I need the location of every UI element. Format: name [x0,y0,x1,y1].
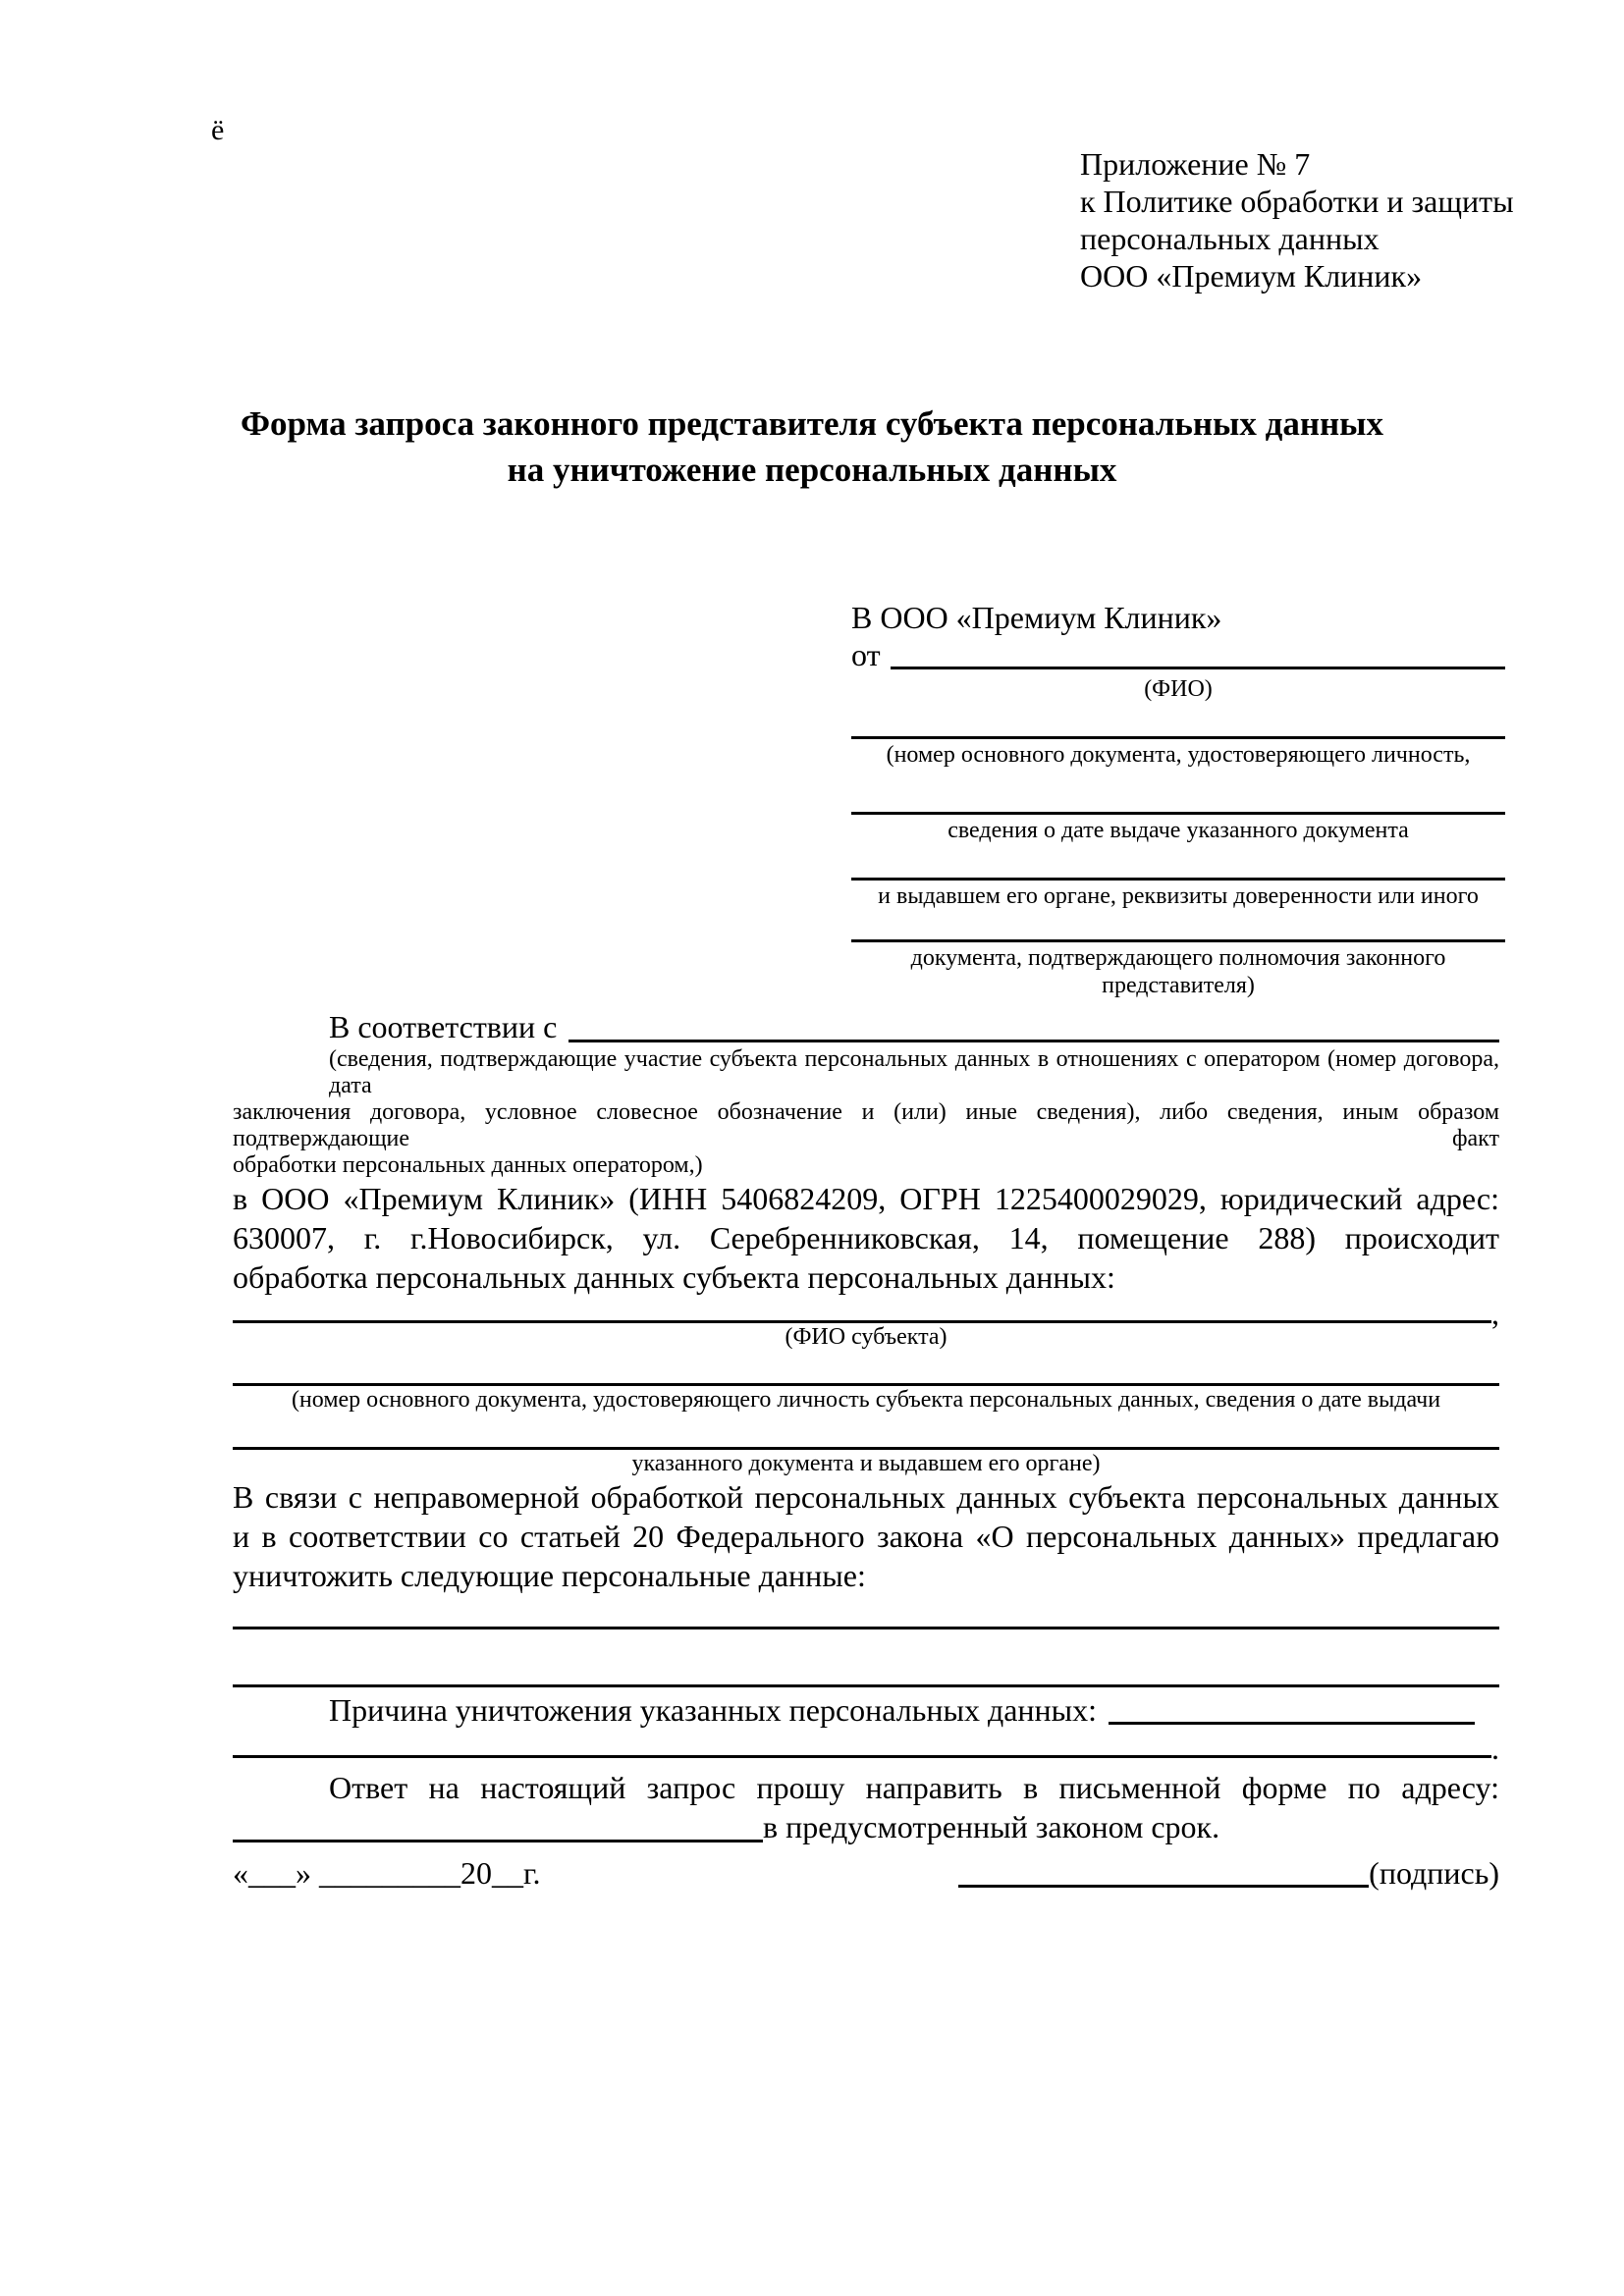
trailing-comma: , [1491,1296,1499,1331]
addressee-block [851,599,1505,999]
footer-row [233,1853,1499,1893]
accordance-row [233,1007,1499,1046]
signature-blank-field [958,1885,1369,1888]
blank-field [233,1595,1499,1629]
appendix-header-line: Приложение № 7 [1080,146,1311,182]
trailing-period: . [1491,1731,1499,1766]
accordance-note-line: (сведения, подтверждающие участие субъекта персональных данных в отношениях с оператором (номер договора, дата [329,1046,1499,1098]
from-row [851,636,1505,673]
blank-field [851,703,1505,739]
doc-caption: (номер основного документа, удостоверяющего личность, [886,742,1471,768]
accordance-blank-field [568,1040,1499,1042]
blank-field [233,1351,1499,1386]
term-text: в предусмотренный законом срок. [763,1809,1220,1844]
fio-caption: (ФИО) [1144,676,1213,702]
address-blank-field [233,1840,763,1842]
term-row [233,1807,1499,1846]
appendix-header-line: персональных данных [1080,221,1380,256]
doc-caption: документа, подтверждающего полномочия законного представителя) [910,945,1446,998]
request-paragraph-line: и в соответствии со статьей 20 Федерального закона «О персональных данных» предлагаю [233,1519,1499,1554]
blank-field [851,769,1505,815]
doc-caption: и выдавшем его органе, реквизиты доверенности или иного [878,883,1479,909]
reason-label: Причина уничтожения указанных персональных данных: [329,1692,1098,1728]
reason-continuation-row [233,1731,1499,1766]
request-paragraph-line: уничтожить следующие персональные данные: [233,1558,866,1593]
operator-paragraph-line: обработка персональных данных субъекта персональных данных: [233,1259,1115,1295]
form-title-line-1: Форма запроса законного представителя субъекта персональных данных [241,404,1383,443]
doc-caption: сведения о дате выдаче указанного документа [947,818,1409,843]
answer-line: Ответ на настоящий запрос прошу направить в письменной форме по адресу: [329,1770,1499,1805]
accordance-note-line: обработки персональных данных оператором,) [233,1152,703,1178]
subject-doc-caption: указанного документа и выдавшем его органе) [631,1451,1101,1476]
stray-char: ё [211,114,225,146]
signature-area [958,1853,1499,1893]
blank-field [851,910,1505,942]
operator-paragraph-line: 630007, г. г.Новосибирск, ул. Серебренниковская, 14, помещение 288) происходит [233,1220,1499,1255]
form-title-line-2: на уничтожение персональных данных [507,451,1117,489]
reason-blank-field [1109,1722,1475,1725]
body-block [233,1007,1499,1846]
appendix-header-line: ООО «Премиум Клиник» [1080,258,1423,294]
form-title [147,400,1477,493]
operator-paragraph-line: в ООО «Премиум Клиник» (ИНН 5406824209, ОГРН 1225400029029, юридический адрес: [233,1181,1499,1216]
appendix-header [1080,145,1514,294]
from-blank-field [891,667,1505,669]
subject-doc-caption: (номер основного документа, удостоверяющего личность субъекта персональных данных, сведения о дате выдачи [291,1387,1441,1413]
from-label: от [851,637,881,672]
addressee-org: В ООО «Премиум Клиник» [851,600,1222,635]
accordance-note-line: заключения договора, условное словесное обозначение и (или) иные сведения), либо сведения, иным образом подтверждающие факт [233,1099,1499,1151]
reason-row [233,1689,1499,1731]
subject-fio-row [233,1296,1499,1331]
blank-field [233,1414,1499,1450]
accordance-label: В соответствии с [329,1009,558,1044]
blank-field [233,1755,1491,1758]
date-template: «___» _________20__г. [233,1855,541,1891]
request-paragraph-line: В связи с неправомерной обработкой персональных данных субъекта персональных данных [233,1479,1499,1515]
blank-field [851,844,1505,881]
subject-fio-caption: (ФИО субъекта) [785,1324,947,1350]
appendix-header-line: к Политике обработки и защиты [1080,184,1514,219]
signature-caption: (подпись) [1369,1855,1499,1891]
blank-field [233,1629,1499,1687]
